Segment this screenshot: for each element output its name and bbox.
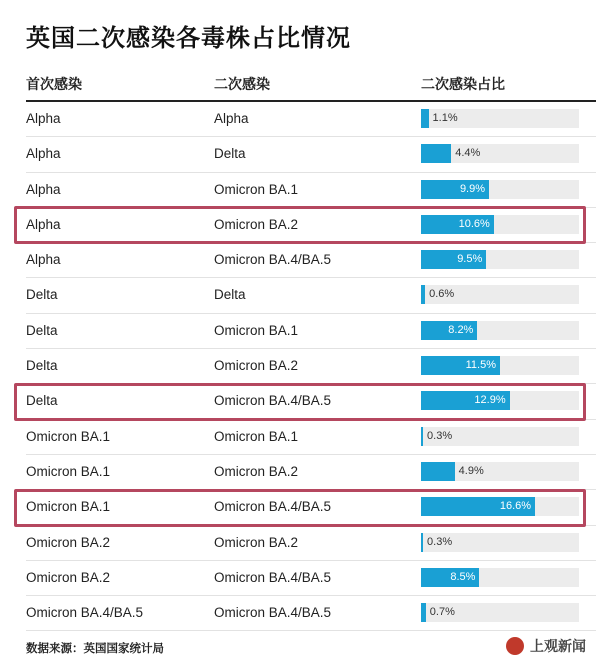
- first-infection-cell: Alpha: [26, 111, 61, 126]
- share-value-label: 12.9%: [474, 394, 506, 407]
- table-row: [26, 173, 596, 208]
- second-infection-cell: Omicron BA.2: [214, 534, 299, 550]
- second-infection-cell: Omicron BA.2: [214, 463, 299, 479]
- share-bar: [421, 462, 455, 481]
- table-row: [26, 243, 596, 278]
- table-row: [26, 455, 596, 490]
- share-bar: [421, 285, 425, 304]
- second-infection-cell: Omicron BA.4/BA.5: [214, 252, 332, 268]
- first-infection-cell: Delta: [26, 358, 58, 374]
- share-value-label: 8.2%: [448, 323, 474, 336]
- share-bar: [421, 144, 451, 163]
- second-infection-cell: Omicron BA.4/BA.5: [214, 393, 332, 409]
- share-bar: [421, 603, 426, 622]
- share-value-label: 1.1%: [432, 112, 458, 124]
- chart-title: 英国二次感染各毒株占比情况: [26, 24, 351, 52]
- second-infection-cell: Omicron BA.4/BA.5: [214, 569, 332, 585]
- header-second-infection: 二次感染: [214, 77, 270, 93]
- table-row: [26, 561, 596, 596]
- second-infection-cell: Omicron BA.1: [214, 428, 299, 444]
- bar-track: [421, 109, 579, 128]
- first-infection-cell: Delta: [26, 322, 58, 338]
- watermark-text: 上观新闻: [530, 639, 586, 655]
- share-value-label: 10.6%: [458, 217, 490, 230]
- share-value-label: 8.5%: [450, 570, 476, 583]
- share-value-label: 0.6%: [429, 288, 455, 301]
- bar-track: [421, 356, 579, 375]
- share-value-label: 9.5%: [457, 253, 483, 266]
- bar-track: [421, 144, 579, 163]
- share-value-label: 11.5%: [465, 359, 496, 372]
- share-bar: [421, 533, 423, 552]
- first-infection-cell: Delta: [26, 393, 58, 409]
- second-infection-cell: Omicron BA.1: [214, 322, 299, 338]
- header-first-infection: 首次感染: [26, 77, 82, 93]
- second-infection-cell: Delta: [214, 146, 246, 162]
- second-infection-cell: Omicron BA.4/BA.5: [214, 605, 332, 621]
- first-infection-cell: Alpha: [26, 252, 61, 268]
- bar-track: [421, 321, 579, 340]
- bar-track: [421, 285, 579, 304]
- first-infection-cell: Alpha: [26, 216, 61, 232]
- table-header: [26, 70, 596, 100]
- bar-track: [421, 603, 579, 622]
- bar-track: [421, 568, 579, 587]
- bar-track: [421, 462, 579, 481]
- first-infection-cell: Omicron BA.2: [26, 569, 111, 585]
- share-value-label: 4.9%: [458, 464, 484, 477]
- table-body: [26, 102, 596, 631]
- table-row: [26, 314, 596, 349]
- share-value-label: 16.6%: [499, 500, 532, 513]
- bar-track: [421, 533, 579, 552]
- second-infection-cell: Omicron BA.1: [214, 181, 299, 197]
- bar-track: [421, 427, 579, 446]
- row-highlight-box: [14, 489, 586, 527]
- table-row: [26, 526, 596, 561]
- watermark-logo-icon: [506, 637, 524, 655]
- table-row: [26, 420, 596, 455]
- header-share: 二次感染占比: [421, 77, 505, 93]
- second-infection-cell: Delta: [214, 287, 246, 303]
- row-highlight-box: [14, 206, 586, 244]
- share-value-label: 0.3%: [427, 429, 453, 442]
- watermark: [506, 636, 586, 656]
- second-infection-cell: Omicron BA.4/BA.5: [214, 499, 332, 515]
- table-row: [26, 278, 596, 313]
- first-infection-cell: Alpha: [26, 146, 61, 162]
- first-infection-cell: Omicron BA.1: [26, 428, 111, 444]
- first-infection-cell: Omicron BA.1: [26, 499, 111, 515]
- row-highlight-box: [14, 383, 586, 421]
- first-infection-cell: Omicron BA.4/BA.5: [26, 605, 144, 621]
- first-infection-cell: Omicron BA.2: [26, 534, 111, 550]
- share-value-label: 4.4%: [455, 147, 481, 160]
- table-row: [26, 137, 596, 172]
- first-infection-cell: Omicron BA.1: [26, 463, 111, 479]
- source-note: 数据来源：英国国家统计局: [26, 641, 164, 655]
- share-value-label: 0.3%: [427, 535, 453, 548]
- table-row: [26, 102, 596, 137]
- share-value-label: 0.7%: [429, 606, 455, 619]
- first-infection-cell: Alpha: [26, 181, 61, 197]
- share-value-label: 9.9%: [459, 182, 486, 195]
- table-row: [26, 596, 596, 631]
- share-bar: [421, 427, 423, 446]
- second-infection-cell: Alpha: [214, 111, 249, 126]
- table-row: [26, 349, 596, 384]
- share-bar: [421, 109, 429, 128]
- bar-track: [421, 180, 579, 199]
- second-infection-cell: Omicron BA.2: [214, 216, 299, 232]
- second-infection-cell: Omicron BA.2: [214, 358, 299, 374]
- bar-track: [421, 250, 579, 269]
- first-infection-cell: Delta: [26, 287, 58, 303]
